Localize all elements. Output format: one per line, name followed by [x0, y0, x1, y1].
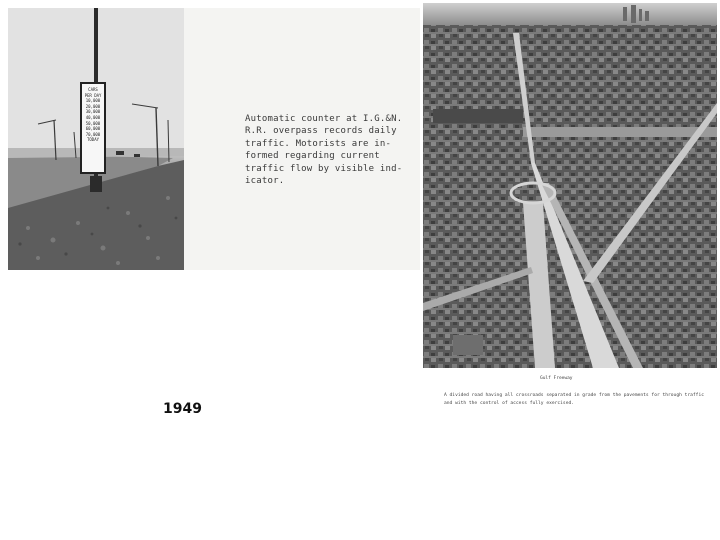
aerial-photo-caption: A divided road having all crossroads separated in grade from the pavements for through traffic and with the control of access fully exercised. — [444, 393, 704, 406]
sign-line: 40,000 — [85, 114, 101, 120]
sign-line: 70,000 — [85, 131, 101, 137]
scanned-page-left — [8, 8, 422, 270]
scanned-page-right — [420, 0, 720, 418]
year-label: 1949 — [163, 401, 202, 417]
aerial-freeway-drawing — [423, 3, 717, 368]
sign-line: 60,000 — [85, 126, 101, 132]
sign-line: CARS — [88, 87, 98, 92]
sign-line: PER DAY — [84, 92, 102, 98]
sign-line: TODAY — [86, 137, 100, 143]
sign-line: 50,000 — [85, 120, 101, 126]
aerial-freeway-photo — [423, 3, 717, 368]
sign-line: 10,000 — [85, 98, 101, 104]
photo-caption: Automatic counter at I.G.&N. R.R. overpass records daily traffic. Motorists are in- formed regarding current traffic flow by visible ind- icator. — [245, 114, 403, 187]
sign-line: 30,000 — [85, 109, 101, 115]
aerial-photo-label: Gulf Freeway — [540, 376, 573, 381]
traffic-counter-sign — [80, 82, 106, 174]
overpass-counter-photo — [8, 8, 184, 270]
sign-line: 20,000 — [85, 103, 101, 109]
